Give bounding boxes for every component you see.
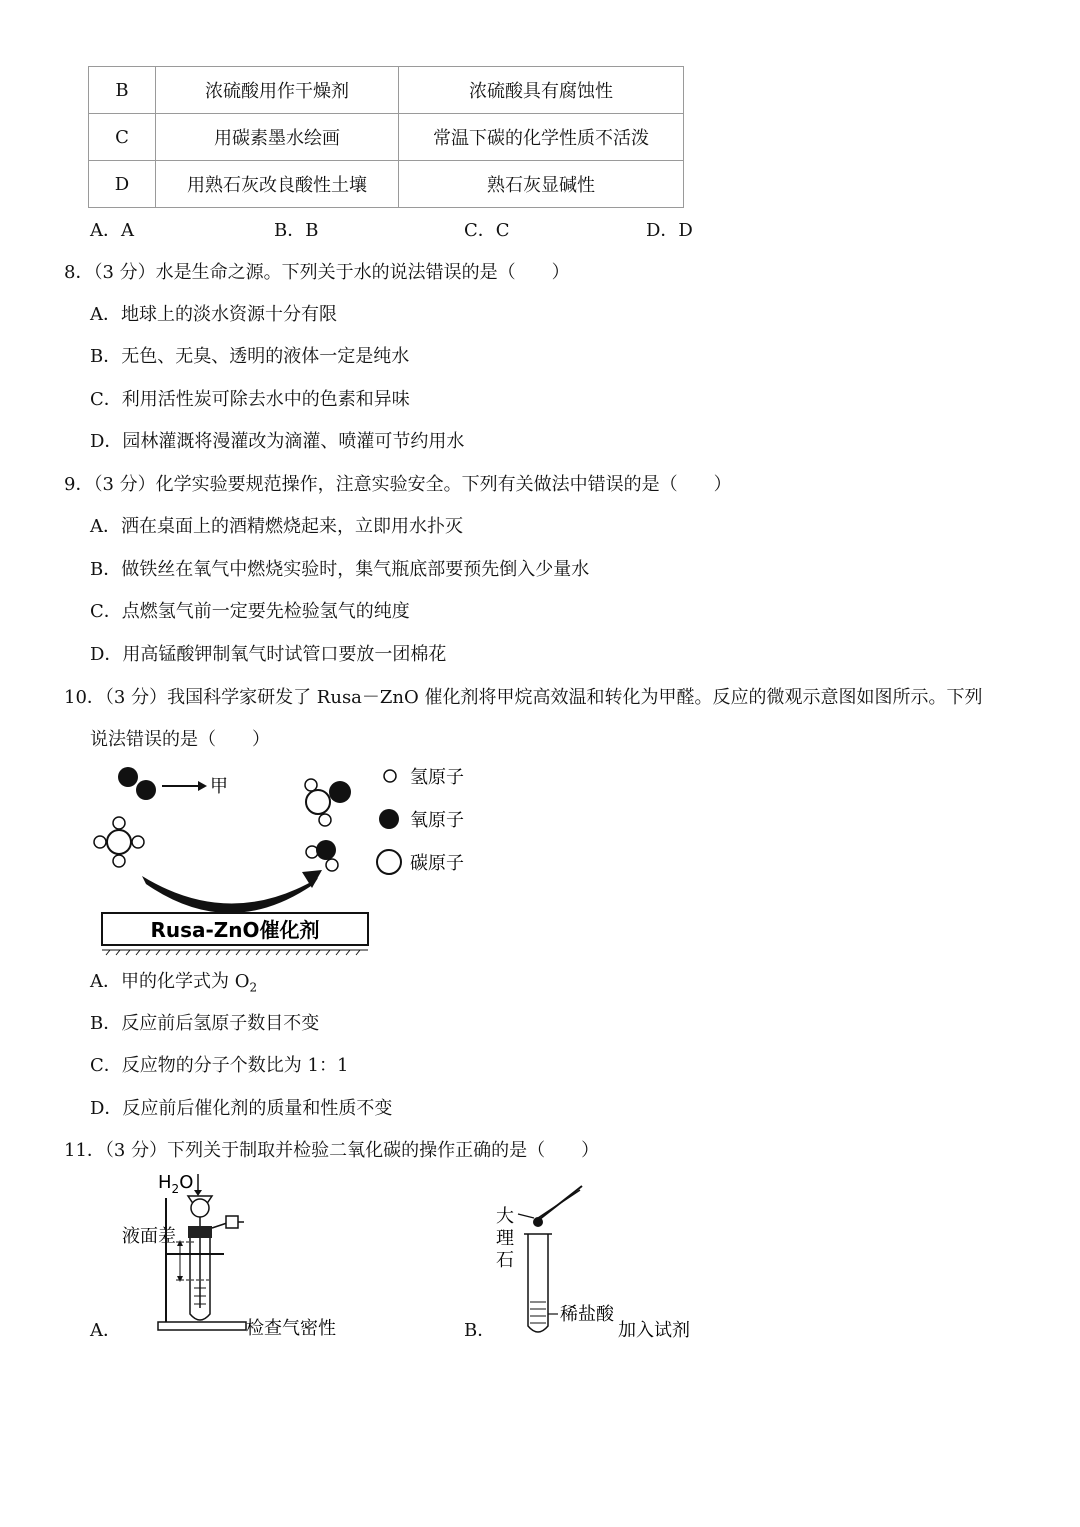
oxygen-molecule-icon bbox=[118, 767, 156, 800]
q9-option-d: D．用高锰酸钾制氧气时试管口要放一团棉花 bbox=[90, 644, 447, 665]
q10-option-b: B．反应前后氢原子数目不变 bbox=[90, 1013, 320, 1034]
q7-table-row-property: 熟石灰显碱性 bbox=[399, 161, 684, 208]
q8-stem: 8．（3 分）水是生命之源。下列关于水的说法错误的是（ ） bbox=[64, 262, 570, 283]
methane-molecule-icon bbox=[94, 817, 144, 867]
hydrogen-atom-icon bbox=[384, 770, 396, 782]
q7-table-row-key: C bbox=[89, 114, 156, 161]
q7-table-row-key: B bbox=[89, 67, 156, 114]
q10-option-c: C．反应物的分子个数比为 1：1 bbox=[90, 1055, 349, 1076]
methanol-molecule-icon bbox=[305, 779, 351, 826]
catalyst-label: Rusa-ZnO催化剂 bbox=[150, 918, 320, 942]
q11-add-reagent-apparatus bbox=[490, 1178, 710, 1348]
arrow-head-icon bbox=[198, 781, 207, 791]
q7-choice-d: D．D bbox=[646, 220, 693, 241]
stand-base bbox=[158, 1322, 246, 1330]
q10-option-a-subscript: 2 bbox=[249, 980, 258, 995]
q8-option-c: C．利用活性炭可除去水中的色素和异味 bbox=[90, 389, 410, 410]
q7-table-row-use: 用碳素墨水绘画 bbox=[156, 114, 399, 161]
q10-stem-line1: 10．（3 分）我国科学家研发了 Rusa－ZnO 催化剂将甲烷高效温和转化为甲醛。反应的微观示意图如图所示。下列 bbox=[64, 687, 983, 708]
q11-fig-b-letter: B． bbox=[464, 1320, 496, 1341]
legend-carbon: 碳原子 bbox=[410, 853, 464, 874]
fig-a-caption: 检查气密性 bbox=[246, 1318, 336, 1339]
q7-choice-c: C．C bbox=[464, 220, 510, 241]
acid-label: 稀盐酸 bbox=[560, 1304, 614, 1325]
q7-table-row-property: 浓硫酸具有腐蚀性 bbox=[399, 67, 684, 114]
oxygen-atom-icon bbox=[379, 809, 399, 829]
marble-label-2: 理 bbox=[496, 1228, 514, 1249]
level-difference-label: 液面差 bbox=[122, 1226, 176, 1247]
q10-option-d: D．反应前后催化剂的质量和性质不变 bbox=[90, 1098, 393, 1119]
q9-stem: 9．（3 分）化学实验要规范操作，注意实验安全。下列有关做法中错误的是（ ） bbox=[64, 474, 732, 495]
upright-test-tube-icon bbox=[528, 1234, 548, 1332]
q7-table-row-key: D bbox=[89, 161, 156, 208]
formaldehyde-molecule-icon bbox=[306, 840, 338, 871]
q8-option-b: B．无色、无臭、透明的液体一定是纯水 bbox=[90, 346, 410, 367]
q10-option-a bbox=[90, 970, 257, 1000]
q7-table-row-use: 用熟石灰改良酸性土壤 bbox=[156, 161, 399, 208]
fig-b-caption: 加入试剂 bbox=[618, 1320, 690, 1341]
q7-table-row-use: 浓硫酸用作干燥剂 bbox=[156, 67, 399, 114]
marble-chip-icon bbox=[533, 1217, 543, 1227]
q7-table-row bbox=[89, 114, 684, 161]
q9-option-c: C．点燃氢气前一定要先检验氢气的纯度 bbox=[90, 601, 410, 622]
carbon-atom-icon bbox=[377, 850, 401, 874]
q11-stem: 11．（3 分）下列关于制取并检验二氧化碳的操作正确的是（ ） bbox=[64, 1140, 600, 1161]
q10-reaction-diagram bbox=[90, 760, 480, 960]
q10-stem-line2: 说法错误的是（ ） bbox=[90, 729, 270, 750]
q7-choice-a: A．A bbox=[90, 220, 134, 241]
down-arrow-icon bbox=[194, 1190, 202, 1196]
q7-table-row bbox=[89, 67, 684, 114]
q8-option-a: A．地球上的淡水资源十分有限 bbox=[90, 304, 337, 325]
q7-table-row-property: 常温下碳的化学性质不活泼 bbox=[399, 114, 684, 161]
legend-oxygen: 氧原子 bbox=[410, 810, 464, 831]
h2o-label: $H_2O$ bbox=[158, 1172, 194, 1196]
q10-option-a-text: A．甲的化学式为 O bbox=[90, 971, 250, 992]
q11-fig-a-letter: A． bbox=[90, 1320, 121, 1341]
arrow-label: 甲 bbox=[210, 776, 228, 797]
q9-option-b: B．做铁丝在氧气中燃烧实验时，集气瓶底部要预先倒入少量水 bbox=[90, 559, 590, 580]
q11-airtightness-apparatus bbox=[118, 1168, 358, 1348]
q7-table bbox=[88, 66, 684, 208]
curved-arrow-icon bbox=[142, 876, 318, 913]
marble-label-1: 大 bbox=[496, 1206, 514, 1227]
catalyst-hatching bbox=[102, 950, 368, 955]
marble-label-3: 石 bbox=[496, 1250, 514, 1271]
q7-choice-b: B．B bbox=[274, 220, 319, 241]
stopper-icon bbox=[188, 1226, 212, 1238]
legend-hydrogen: 氢原子 bbox=[410, 767, 464, 788]
q9-option-a: A．洒在桌面上的酒精燃烧起来，立即用水扑灭 bbox=[90, 516, 463, 537]
spring-clip-icon bbox=[226, 1216, 238, 1228]
q7-table-row bbox=[89, 161, 684, 208]
q8-option-d: D．园林灌溉将漫灌改为滴灌、喷灌可节约用水 bbox=[90, 431, 465, 452]
